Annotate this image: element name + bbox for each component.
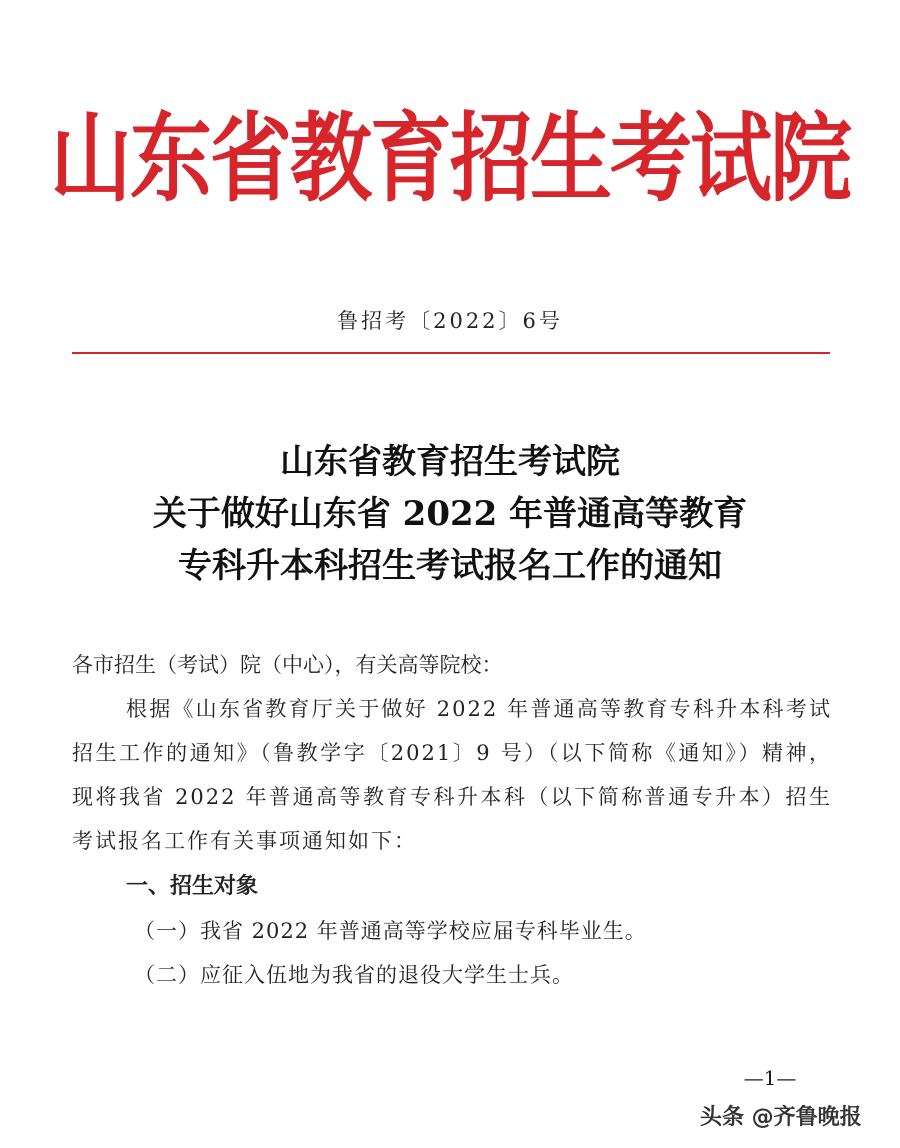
notice-title: [0, 436, 900, 592]
intro-paragraph: 根据《山东省教育厅关于做好 2022 年普通高等教育专科升本科考试招生工作的通知》（鲁教学字〔2021〕9 号）（以下简称《通知》）精神，现将我省 2022 年普通高等教育专科升本科（以下简称普通专升本）招生考试报名工作有关事项通知如下：: [72, 697, 832, 853]
section-heading-enrollment-target: 一、招生对象: [126, 874, 259, 899]
list-item: （一）我省 2022 年普通高等学校应届专科毕业生。: [134, 919, 647, 943]
source-watermark: 头条 @齐鲁晚报: [700, 1105, 862, 1130]
list-item: （二）应征入伍地为我省的退役大学生士兵。: [134, 963, 574, 987]
title-line-3: 专科升本科招生考试报名工作的通知: [178, 546, 722, 586]
title-line-1: 山东省教育招生考试院: [280, 442, 620, 482]
title-line-2: 关于做好山东省 2022 年普通高等教育: [152, 494, 748, 534]
red-divider-line: [72, 352, 830, 354]
document-number: 鲁招考〔2022〕6号: [337, 309, 563, 333]
page-number: —1—: [743, 1066, 797, 1090]
issuer-masthead: 山东省教育招生考试院: [49, 103, 850, 216]
notice-body: [72, 643, 832, 997]
salutation: 各市招生（考试）院（中心），有关高等院校：: [72, 653, 503, 677]
